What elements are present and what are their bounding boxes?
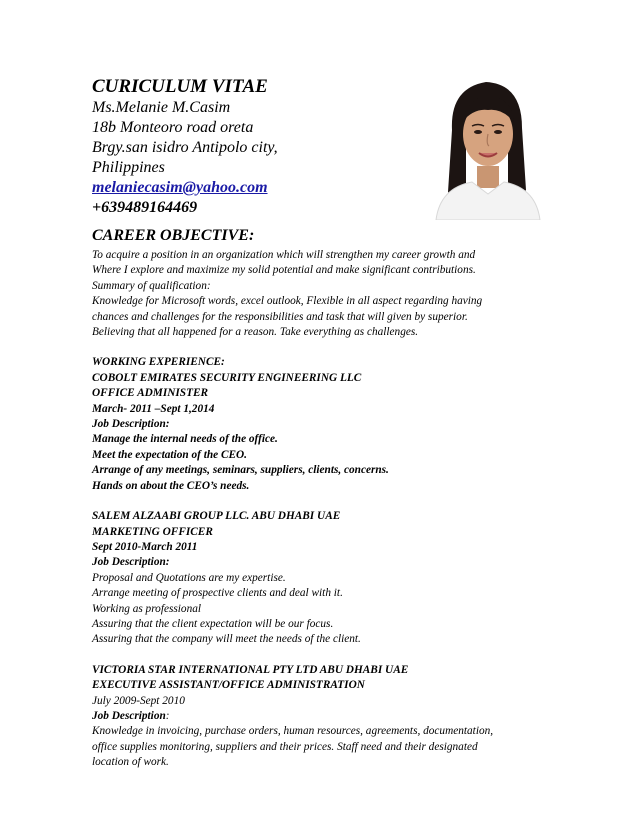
- job-dates: Sept 2010-March 2011: [92, 540, 198, 553]
- job-company: SALEM ALZAABI GROUP LLC. ABU DHABI UAE: [92, 510, 341, 523]
- career-line: Knowledge for Microsoft words, excel outlook, Flexible in all aspect regarding having: [92, 295, 483, 308]
- career-objective-heading: CAREER OBJECTIVE:: [92, 227, 255, 244]
- job-description-label: Job Description:: [92, 418, 170, 431]
- job-description-line: [92, 709, 562, 724]
- job-duty: Knowledge in invoicing, purchase orders, human resources, agreements, documentation,: [92, 725, 494, 738]
- resume-body: [92, 226, 562, 771]
- job-duty: Proposal and Quotations are my expertise.: [92, 571, 286, 584]
- career-line: Believing that all happened for a reason. Take everything as challenges.: [92, 326, 419, 339]
- spacer: [92, 340, 562, 355]
- job-position: MARKETING OFFICER: [92, 525, 213, 538]
- spacer: [92, 494, 562, 509]
- profile-photo: [422, 70, 552, 220]
- job-duty: Working as professional: [92, 602, 202, 615]
- job-duty: location of work.: [92, 756, 169, 769]
- email-link[interactable]: melaniecasim@yahoo.com: [92, 179, 268, 196]
- applicant-name: Ms.Melanie M.Casim: [92, 99, 231, 116]
- qualification-summary-label: Summary of qualification:: [92, 279, 211, 292]
- job-duty: Assuring that the client expectation will be our focus.: [92, 617, 334, 630]
- job-duty: Meet the expectation of the CEO.: [92, 448, 248, 461]
- working-experience-heading: WORKING EXPERIENCE:: [92, 356, 225, 369]
- career-line: Where I explore and maximize my solid potential and make significant contributions.: [92, 264, 476, 277]
- address-country: Philippines: [92, 159, 165, 176]
- address-line-1: 18b Monteoro road oreta: [92, 119, 254, 136]
- job-duty: Assuring that the company will meet the needs of the client.: [92, 633, 361, 646]
- career-line: To acquire a position in an organization which will strengthen my career growth and: [92, 249, 476, 261]
- job-duty: office supplies monitoring, suppliers and their prices. Staff need and their designated: [92, 740, 478, 753]
- career-line: chances and challenges for the responsibilities and task that will given by superior.: [92, 310, 468, 323]
- job-description-label: Job Description: [92, 709, 166, 722]
- phone-number: +639489164469: [92, 199, 198, 216]
- job-dates: July 2009-Sept 2010: [92, 694, 185, 707]
- document-title: CURICULUM VITAE: [92, 76, 268, 97]
- job-description-label: Job Description:: [92, 556, 170, 569]
- job-duty: Manage the internal needs of the office.: [92, 433, 278, 446]
- address-line-2: Brgy.san isidro Antipolo city,: [92, 139, 278, 156]
- resume-header: [92, 76, 422, 218]
- job-position: OFFICE ADMINISTER: [92, 387, 209, 400]
- job-duty: Arrange of any meetings, seminars, suppliers, clients, concerns.: [92, 464, 389, 477]
- job-dates: March- 2011 –Sept 1,2014: [92, 402, 215, 415]
- job-company: COBOLT EMIRATES SECURITY ENGINEERING LLC: [92, 371, 362, 384]
- spacer: [92, 648, 562, 663]
- job-duty: Hands on about the CEO’s needs.: [92, 479, 250, 492]
- job-company: VICTORIA STAR INTERNATIONAL PTY LTD ABU DHABI UAE: [92, 663, 409, 676]
- job-duty: Arrange meeting of prospective clients and deal with it.: [92, 587, 343, 600]
- job-description-colon: :: [165, 709, 170, 722]
- job-position: EXECUTIVE ASSISTANT/OFFICE ADMINISTRATION: [92, 679, 365, 692]
